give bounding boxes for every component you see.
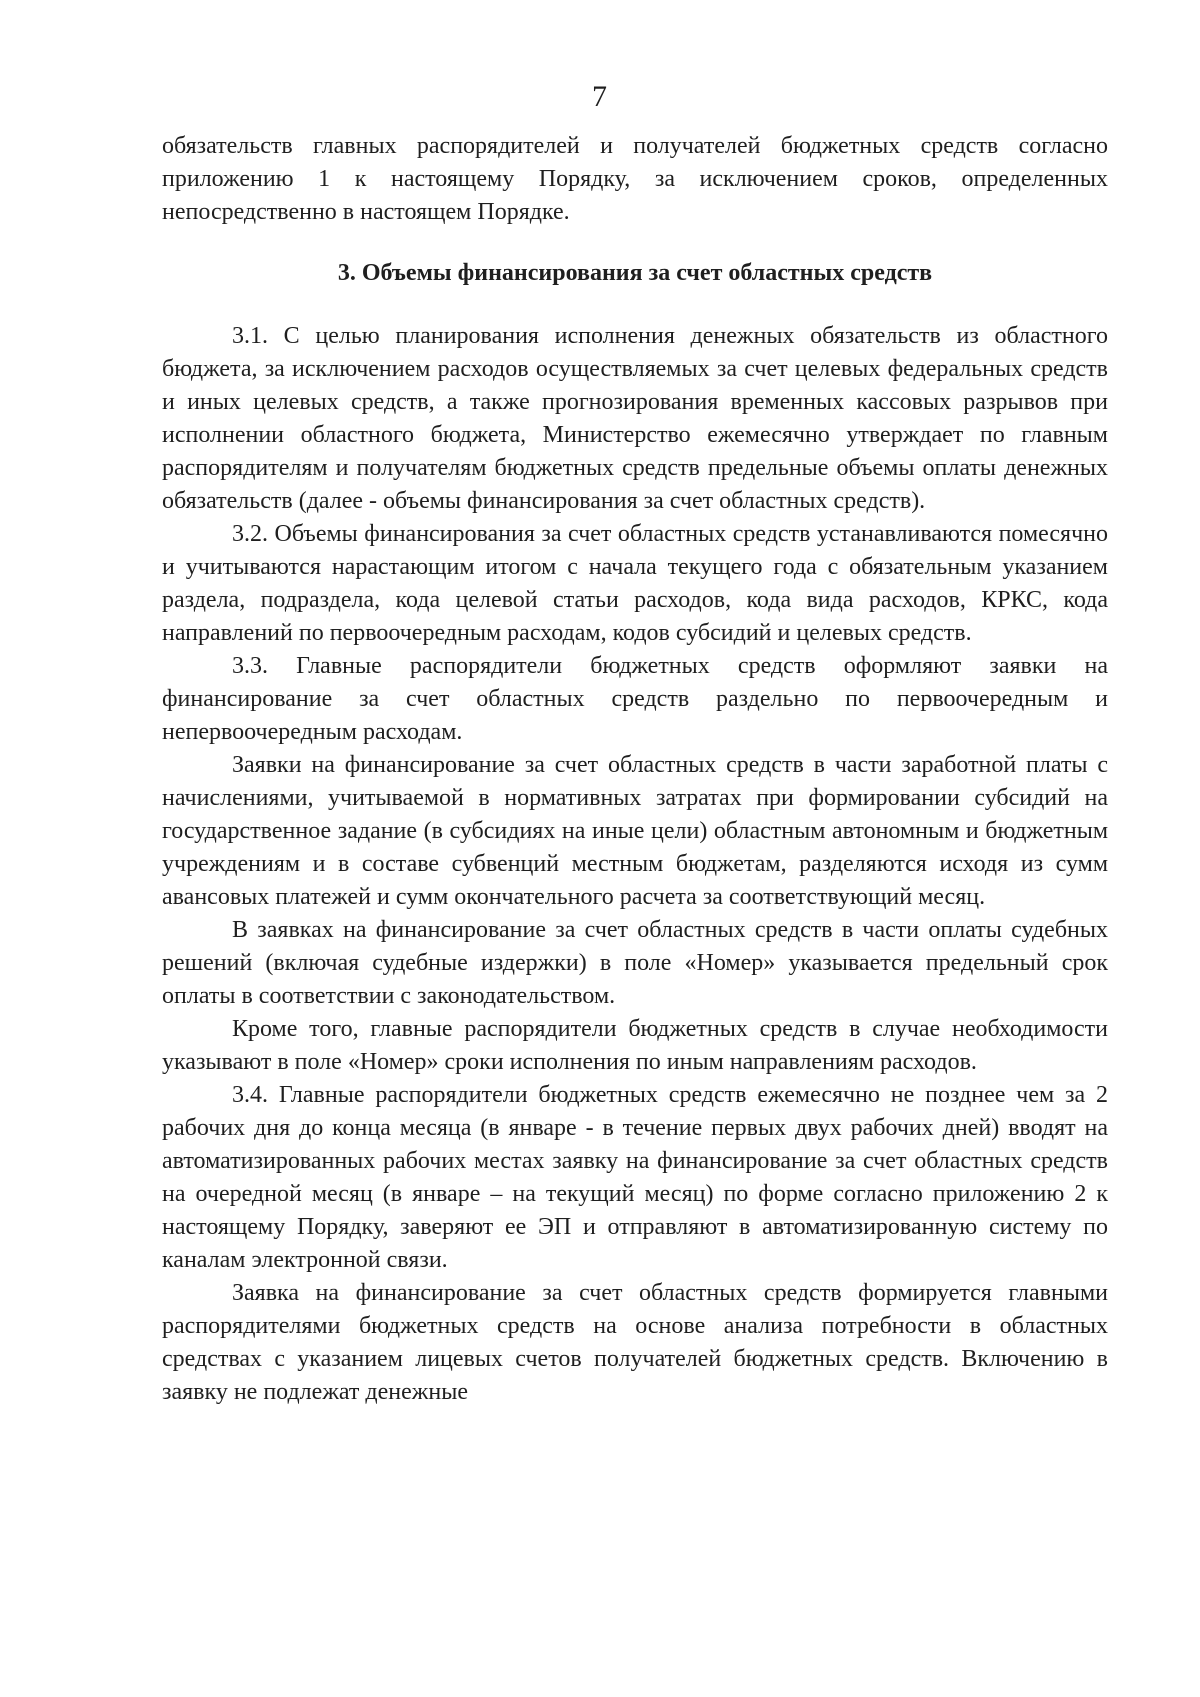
intro-paragraph: обязательств главных распорядителей и получателей бюджетных средств согласно приложению 1 к настоящему Порядку, за исключением сроков, определенных непосредственно в настоящем Порядке. <box>162 133 1108 225</box>
document-body <box>162 130 1108 1409</box>
paragraph-3-1: 3.1. С целью планирования исполнения денежных обязательств из областного бюджета, за исключением расходов осуществляемых за счет целевых федеральных средств и иных целевых средств, а также прогнозирования временных кассовых разрывов при исполнении областного бюджета, Министерство ежемесячно утверждает по главным распорядителям и получателям бюджетных средств предельные объемы оплаты денежных обязательств (далее - объемы финансирования за счет областных средств). <box>162 323 1108 514</box>
page-number: 7 <box>592 80 608 113</box>
paragraph-3-3: 3.3. Главные распорядители бюджетных средств оформляют заявки на финансирование за счет областных средств раздельно по первоочередным и непервоочередным расходам. <box>162 653 1108 745</box>
paragraph-application-formation: Заявка на финансирование за счет областных средств формируется главными распорядителями бюджетных средств на основе анализа потребности в областных средствах с указанием лицевых счетов получателей бюджетных средств. Включению в заявку не подлежат денежные <box>162 1280 1108 1405</box>
paragraph-court-decisions: В заявках на финансирование за счет областных средств в части оплаты судебных решений (включая судебные издержки) в поле «Номер» указывается предельный срок оплаты в соответствии с законодательством. <box>162 917 1108 1009</box>
paragraph-3-4: 3.4. Главные распорядители бюджетных средств ежемесячно не позднее чем за 2 рабочих дня до конца месяца (в январе - в течение первых двух рабочих дней) вводят на автоматизированных рабочих местах заявку на финансирование за счет областных средств на очередной месяц (в январе – на текущий месяц) по форме согласно приложению 2 к настоящему Порядку, заверяют ее ЭП и отправляют в автоматизированную систему по каналам электронной связи. <box>162 1082 1108 1273</box>
paragraph-applications-salary: Заявки на финансирование за счет областных средств в части заработной платы с начислениями, учитываемой в нормативных затратах при формировании субсидий на государственное задание (в субсидиях на иные цели) областным автономным и бюджетным учреждениям и в составе субвенций местным бюджетам, разделяются исходя из сумм авансовых платежей и сумм окончательного расчета за соответствующий месяц. <box>162 752 1108 910</box>
section-heading: 3. Объемы финансирования за счет областных средств <box>337 260 933 286</box>
paragraph-3-2: 3.2. Объемы финансирования за счет областных средств устанавливаются помесячно и учитываются нарастающим итогом с начала текущего года с обязательным указанием раздела, подраздела, кода целевой статьи расходов, кода вида расходов, КРКС, кода направлений по первоочередным расходам, кодов субсидий и целевых средств. <box>162 521 1108 646</box>
paragraph-other-directions: Кроме того, главные распорядители бюджетных средств в случае необходимости указывают в поле «Номер» сроки исполнения по иным направлениям расходов. <box>162 1016 1108 1075</box>
